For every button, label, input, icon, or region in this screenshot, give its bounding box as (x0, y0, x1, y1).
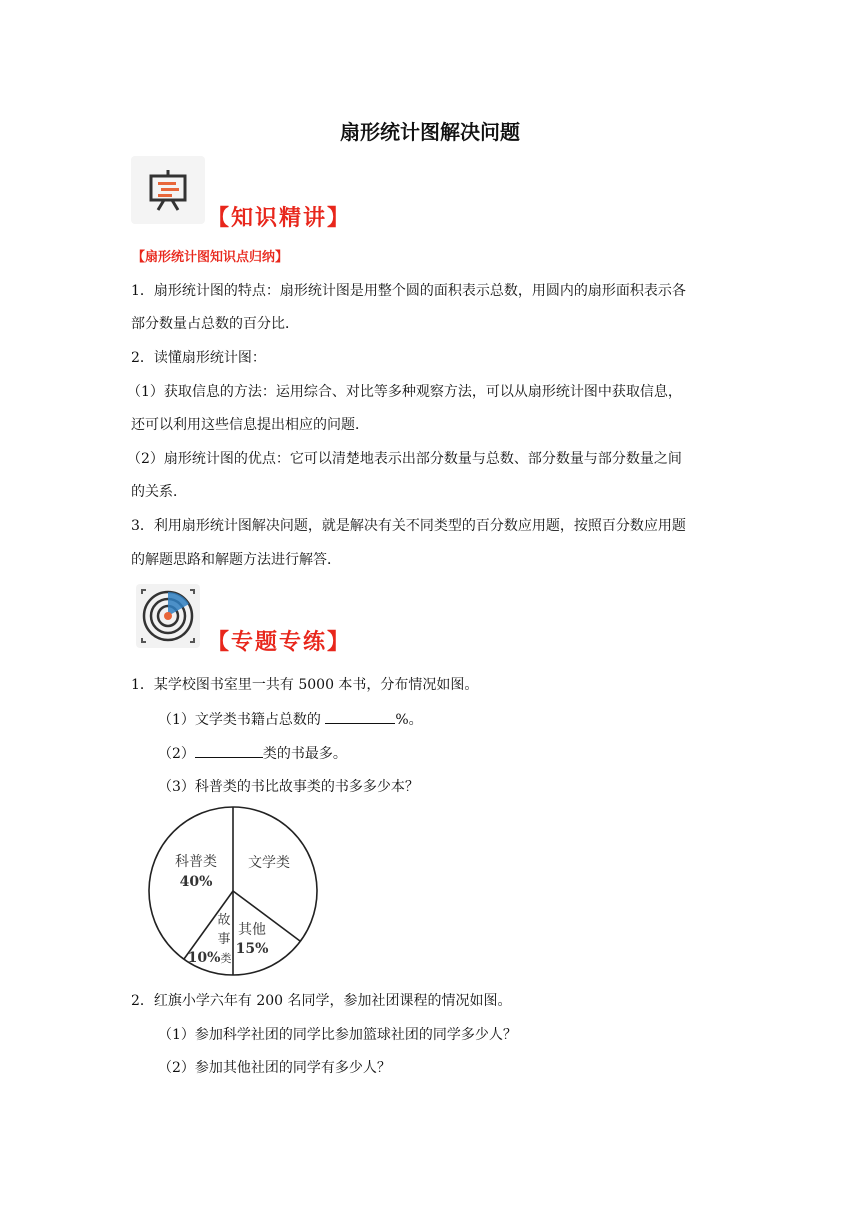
slice-label-story-3: 类 (220, 952, 232, 965)
question-1-part-2 (158, 743, 347, 764)
practice-banner: 【专题专练】 (207, 629, 352, 655)
presentation-icon (131, 156, 205, 224)
page-title: 扇形统计图解决问题 (340, 120, 520, 144)
knowledge-subhead: 【扇形统计图知识点归纳】 (132, 250, 289, 265)
slice-value-other: 15% (235, 941, 269, 957)
slice-label-literature: 文学类 (248, 855, 290, 871)
knowledge-line: 的关系． (131, 484, 187, 500)
question-2-stem: 2．红旗小学六年有 200 名同学，参加社团课程的情况如图。 (131, 993, 512, 1009)
question-1-part-2-suffix: 类的书最多。 (262, 746, 347, 762)
knowledge-line: 2．读懂扇形统计图： (131, 350, 266, 366)
question-1-part-2-text: （2） (158, 746, 195, 762)
knowledge-banner: 【知识精讲】 (207, 205, 352, 231)
knowledge-line: 部分数量占总数的百分比． (131, 316, 299, 332)
slice-label-story-2: 事 (217, 932, 231, 947)
slice-label-story-1: 故 (217, 913, 231, 928)
pie-chart (140, 802, 330, 982)
slice-value-story: 10% (187, 950, 221, 966)
answer-blank[interactable] (325, 709, 395, 724)
question-2-part-2: （2）参加其他社团的同学有多少人？ (158, 1060, 391, 1076)
question-1-part-1-suffix: %。 (395, 712, 423, 728)
target-icon (136, 584, 200, 648)
knowledge-line: 还可以利用这些信息提出相应的问题． (131, 417, 369, 433)
slice-label-other: 其他 (238, 922, 266, 938)
question-1-stem: 1．某学校图书室里一共有 5000 本书，分布情况如图。 (131, 677, 479, 693)
knowledge-line: （2）扇形统计图的优点：它可以清楚地表示出部分数量与总数、部分数量与部分数量之间 (127, 451, 682, 467)
answer-blank[interactable] (195, 743, 263, 758)
question-1-part-3: （3）科普类的书比故事类的书多多少本？ (158, 779, 419, 795)
knowledge-line: （1）获取信息的方法：运用综合、对比等多种观察方法，可以从扇形统计图中获取信息， (127, 384, 682, 400)
knowledge-line: 的解题思路和解题方法进行解答． (131, 552, 341, 568)
question-1-part-1 (158, 709, 423, 730)
question-1-part-1-text: （1）文学类书籍占总数的 (158, 712, 326, 728)
question-2-part-1: （1）参加科学社团的同学比参加篮球社团的同学多少人？ (158, 1027, 517, 1043)
knowledge-line: 1．扇形统计图的特点：扇形统计图是用整个圆的面积表示总数，用圆内的扇形面积表示各 (131, 283, 686, 299)
slice-label-science: 科普类 (175, 854, 217, 870)
slice-value-science: 40% (179, 874, 213, 890)
knowledge-line: 3．利用扇形统计图解决问题，就是解决有关不同类型的百分数应用题，按照百分数应用题 (131, 518, 686, 534)
